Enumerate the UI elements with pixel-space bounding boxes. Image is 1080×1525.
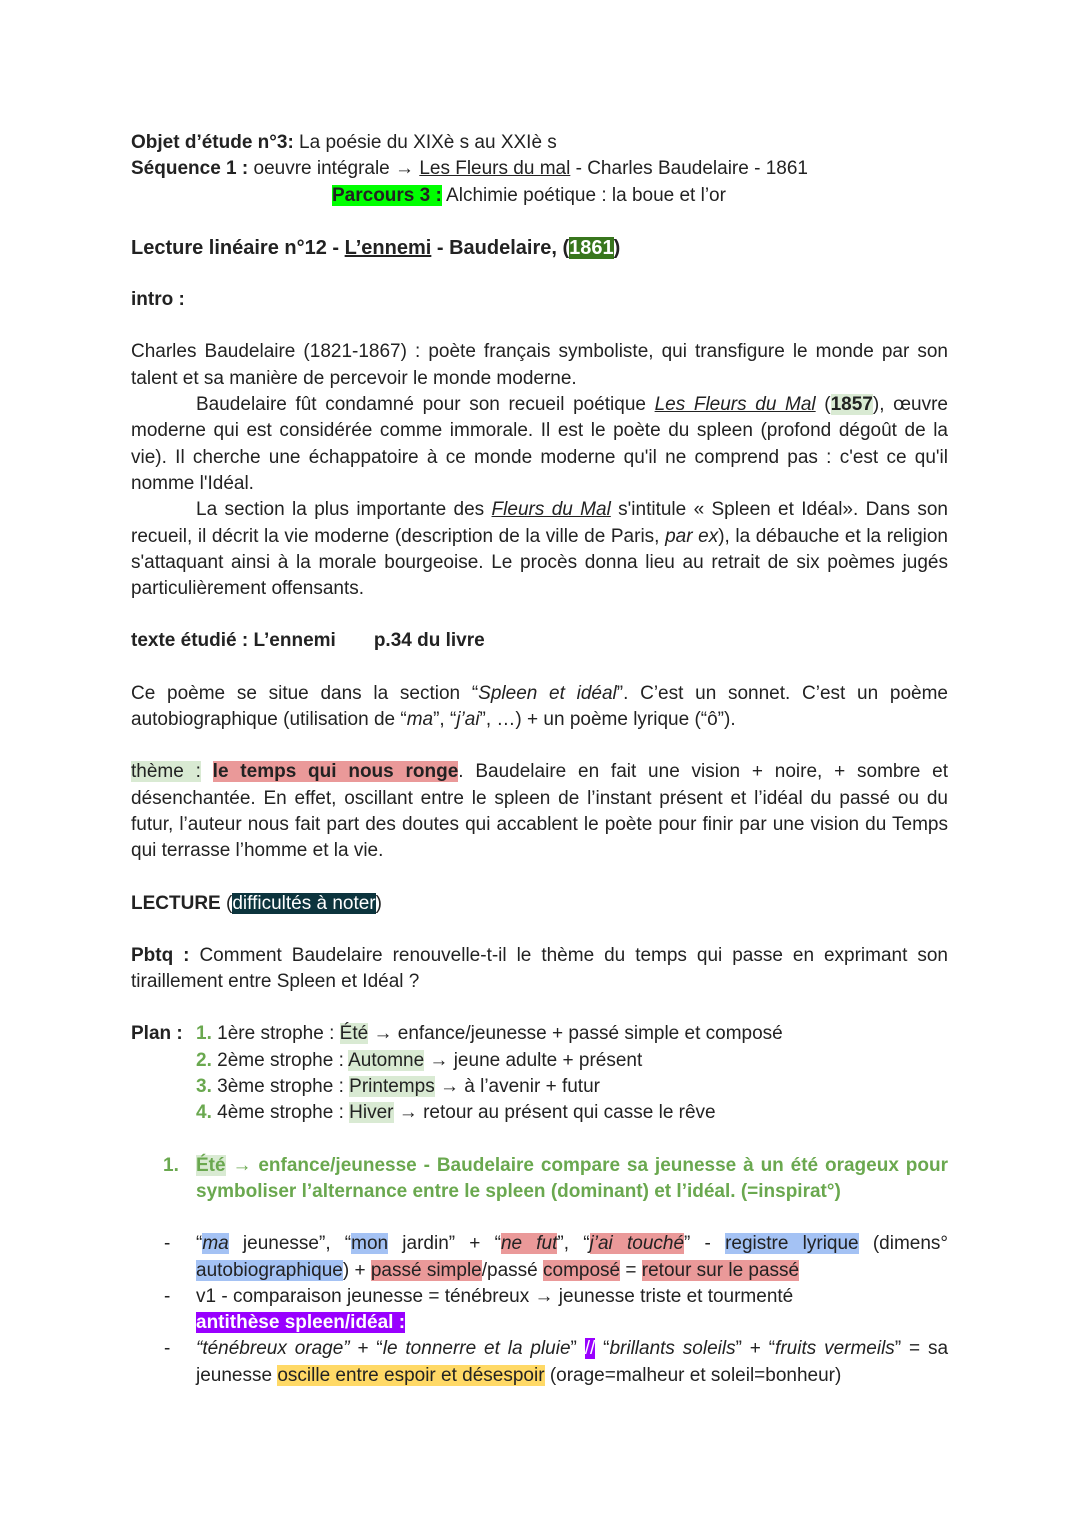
objet-etude: Objet d’étude n°3: La poésie du XIXè s au XXIè s: [131, 132, 557, 153]
intro-paragraph-2: Baudelaire fût condamné pour son recueil poétique Les Fleurs du Mal (1857), œuvre moderne qui est considérée comme immorale. Il est le poète du spleen (profond dégoût de la vie). Il cherche une échappatoire à ce monde moderne qu'il ne comprend pas : c'est ce qu'il nomme l'Idéal.: [131, 394, 948, 494]
list-item: - “ténébreux orage” + “le tonnerre et la pluie” // “brillants soleils” + “fruits vermeils” = sa jeunesse oscille entre espoir et désespoir (orage=malheur et soleil=bonheur): [164, 1338, 949, 1386]
theme-label: thème :: [131, 761, 201, 783]
intro-paragraph-1: Charles Baudelaire (1821-1867) : poète français symboliste, qui transfigure le monde par son talent et sa manière de percevoir le monde moderne.: [131, 341, 948, 389]
theme-highlight: le temps qui nous ronge: [212, 761, 459, 783]
situation-paragraph: Ce poème se situe dans la section “Spleen et idéal”. C’est un sonnet. C’est un poème autobiographique (utilisation de “ma”, “j’ai”, …) + un poème lyrique (“ô”).: [131, 682, 948, 731]
year-badge: 1861: [569, 236, 614, 259]
poem-title: L’ennemi: [344, 236, 432, 259]
list-item: - v1 - comparaison jeunesse = ténébreux → jeunesse triste et tourmenté antithèse spleen/idéal :: [164, 1285, 794, 1334]
plan-item: Plan : 1. 1ère strophe : Été → enfance/jeunesse + passé simple et composé: [131, 1021, 948, 1047]
plan-item: 4. 4ème strophe : Hiver → retour au présent qui casse le rêve: [196, 1102, 716, 1124]
lecture-label: LECTURE (difficultés à noter): [131, 892, 382, 914]
sequence-title: Les Fleurs du mal: [419, 158, 571, 180]
theme-paragraph: thème : le temps qui nous ronge. Baudelaire en fait une vision + noire, + sombre et désenchantée. En effet, oscillant entre le spleen de l’instant présent et l’idéal du passé ou du futur, l’auteur nous fait part des doutes qui accablent le poète pour finir par une vision du Temps qui terrasse l’homme et la vie.: [131, 761, 948, 862]
list-item: - “ma jeunesse”, “mon jardin” + “ne fut”, “j’ai touché” - registre lyrique (dimens° autobiographique) + passé simple/passé composé = retour sur le passé: [164, 1233, 949, 1281]
plan-item: 3. 3ème strophe : Printemps → à l’avenir + futur: [196, 1076, 600, 1098]
intro-label: intro :: [131, 289, 185, 311]
section-heading-1: 1. Été → enfance/jeunesse - Baudelaire compare sa jeunesse à un été orageux pour symboliser l’alternance entre le spleen (dominant) et l’idéal. (=inspirat°): [163, 1154, 948, 1202]
lecture-title: Lecture linéaire n°12 - L’ennemi - Baudelaire, (1861): [131, 236, 621, 259]
lecture-note: difficultés à noter: [232, 892, 376, 914]
intro-paragraph-3: La section la plus importante des Fleurs du Mal s'intitule « Spleen et Idéal». Dans son recueil, il décrit la vie moderne (description de la ville de Paris, par ex), la débauche et la religion s'attaquant ainsi à la morale bourgeoise. Le procès donna lieu au retrait de six poèmes jugés particulièrement offensants.: [131, 499, 948, 600]
parcours-label: Parcours 3 :: [332, 184, 442, 206]
parcours: Parcours 3 : Alchimie poétique : la boue et l’or: [332, 184, 726, 206]
plan-label: Plan :: [131, 1023, 183, 1045]
antithese-label: antithèse spleen/idéal :: [196, 1312, 406, 1334]
plan: [131, 1021, 948, 1126]
document-page: [131, 130, 948, 1389]
problematique: Pbtq : Comment Baudelaire renouvelle-t-il le thème du temps qui passe en exprimant son tiraillement entre Spleen et Idéal ?: [131, 944, 948, 993]
plan-item: 2. 2ème strophe : Automne → jeune adulte + présent: [196, 1049, 643, 1071]
sequence: Séquence 1 : oeuvre intégrale → Les Fleurs du mal - Charles Baudelaire - 1861: [131, 158, 808, 180]
texte-etudie: texte étudié : L’ennemi p.34 du livre: [131, 630, 485, 652]
